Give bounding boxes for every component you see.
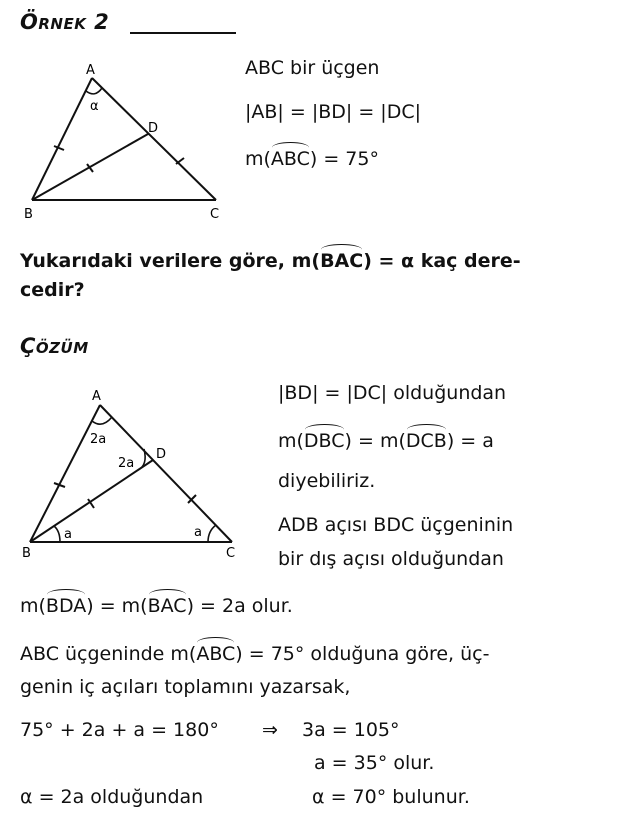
angle-arc-a xyxy=(86,88,102,94)
side-ab xyxy=(32,78,92,200)
step-2-arc-2: DCB xyxy=(405,430,447,452)
side-ac xyxy=(92,78,216,200)
label-b: B xyxy=(24,207,33,222)
side-ab xyxy=(30,405,100,542)
step-2-pre: m( xyxy=(278,430,304,452)
label-angle-d: 2a xyxy=(118,456,135,471)
angle-arc-c xyxy=(208,525,216,542)
label-angle-b: a xyxy=(64,527,72,542)
step-2-mid: ) = m( xyxy=(344,430,406,452)
equation-1-left: 75° + 2a + a = 180° xyxy=(20,719,219,741)
question-line-1 xyxy=(20,250,521,272)
given-line-2: |AB| = |BD| = |DC| xyxy=(245,101,422,123)
step-2-arc-1: DBC xyxy=(303,430,345,452)
given-line-1: ABC bir üçgen xyxy=(245,57,380,79)
angle-arc-a xyxy=(92,417,112,424)
label-d: D xyxy=(156,447,167,462)
step-1: |BD| = |DC| olduğundan xyxy=(278,382,507,404)
triangle-figure-1 xyxy=(20,60,230,230)
step-7-arc: ABC xyxy=(196,643,236,665)
triangle-figure-2 xyxy=(20,385,250,560)
step-6-pre: m( xyxy=(20,595,46,617)
solution-heading-rest: ÖZÜM xyxy=(35,339,89,357)
equation-3-right: α = 70° bulunur. xyxy=(312,786,470,808)
step-7 xyxy=(20,643,489,665)
label-c: C xyxy=(210,207,220,222)
step-5: bir dış açısı olduğundan xyxy=(278,548,504,570)
given-line-3-post: ) = 75° xyxy=(309,148,379,170)
step-3: diyebiliriz. xyxy=(278,470,376,492)
example-heading-first: Ö xyxy=(20,10,39,34)
label-b: B xyxy=(22,546,31,560)
equation-1-arrow: ⇒ xyxy=(262,719,278,741)
label-angle-a: 2a xyxy=(90,432,107,447)
step-7-post: ) = 75° olduğuna göre, üç- xyxy=(235,643,490,665)
given-line-3-arc: ABC xyxy=(270,148,310,170)
label-a: A xyxy=(86,63,95,78)
side-ac xyxy=(100,405,232,542)
step-6-post: ) = 2a olur. xyxy=(186,595,293,617)
equation-1-right: 3a = 105° xyxy=(302,719,400,741)
step-7-pre: ABC üçgeninde m( xyxy=(20,643,197,665)
equation-3-left: α = 2a olduğundan xyxy=(20,786,204,808)
question-line-1-post: ) = α kaç dere- xyxy=(363,250,521,272)
question-line-1-arc: BAC xyxy=(320,250,364,272)
label-angle-c: a xyxy=(194,525,202,540)
step-4: ADB açısı BDC üçgeninin xyxy=(278,514,514,536)
heading-underline xyxy=(130,32,236,34)
angle-arc-b xyxy=(54,526,60,542)
solution-heading-first: Ç xyxy=(20,334,36,358)
step-2-post: ) = a xyxy=(446,430,494,452)
question-line-1-pre: Yukarıdaki verilere göre, m( xyxy=(20,250,321,272)
step-6-arc-2: BAC xyxy=(147,595,187,617)
given-line-3 xyxy=(245,148,379,170)
label-c: C xyxy=(226,546,236,560)
given-line-3-pre: m( xyxy=(245,148,271,170)
step-8: genin iç açıları toplamını yazarsak, xyxy=(20,676,351,698)
example-heading-rest: RNEK xyxy=(38,15,87,33)
step-6-mid: ) = m( xyxy=(86,595,148,617)
solution-heading xyxy=(20,334,89,358)
step-6-arc-1: BDA xyxy=(45,595,87,617)
example-number: 2 xyxy=(94,10,110,34)
label-d: D xyxy=(148,121,159,136)
label-a: A xyxy=(92,389,101,404)
step-2 xyxy=(278,430,494,452)
segment-bd xyxy=(30,460,153,542)
example-heading xyxy=(20,10,109,34)
question-line-2: cedir? xyxy=(20,279,85,301)
label-alpha: α xyxy=(90,99,99,114)
equation-2: a = 35° olur. xyxy=(314,752,435,774)
step-6 xyxy=(20,595,293,617)
